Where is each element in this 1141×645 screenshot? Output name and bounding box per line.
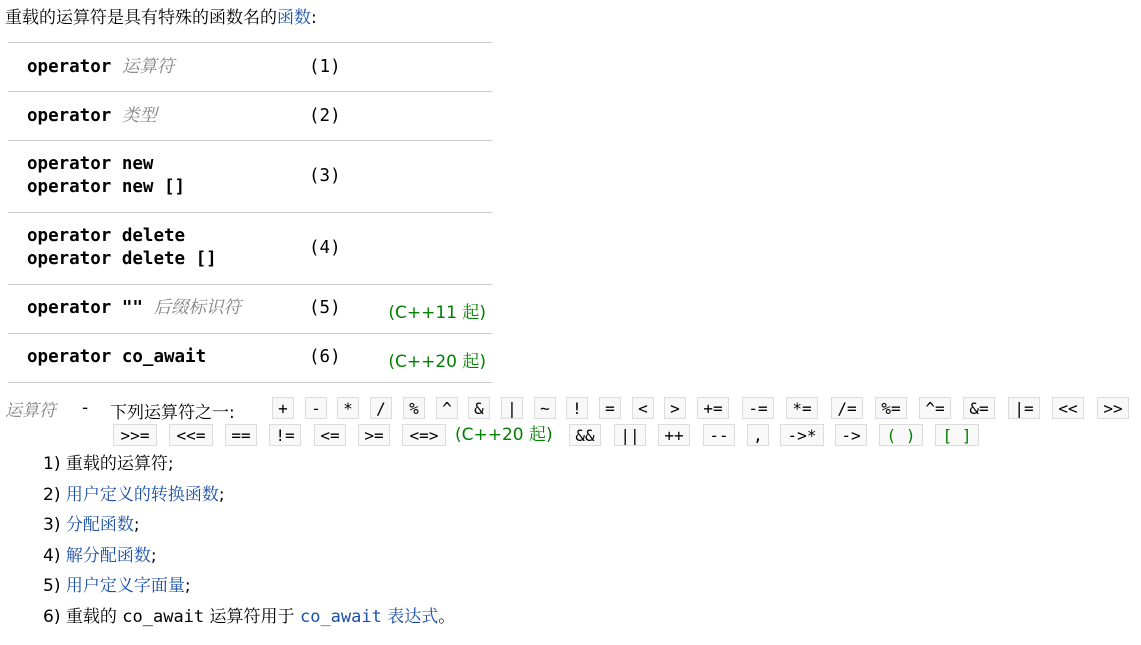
operator-token: ( ) [879,424,923,446]
operator-token: + [272,397,294,419]
operator-token: [ ] [935,424,979,446]
operator-token: <<= [169,424,213,446]
note-6: 6) 重载的 co_await 运算符用于 co_await 表达式。 [43,606,456,627]
operator-token: %= [875,397,907,419]
note-2: 2) 用户定义的转换函数; [43,484,225,505]
param-description: 下列运算符之一: [110,403,235,423]
notes-list [43,451,455,634]
operator-token: ^= [919,397,951,419]
syntax-code: operator co_await [27,347,207,367]
syntax-row-1 [8,43,492,92]
operator-token: -> [835,424,867,446]
intro-paragraph [5,6,317,30]
syntax-row-6 [8,334,492,383]
operator-token: && [569,424,601,446]
param-label: 运算符 [5,401,56,421]
syntax-code: operator 运算符 [27,57,175,77]
operator-token: & [468,397,490,419]
user-defined-literal-link[interactable]: 用户定义字面量 [65,576,185,596]
note-1: 1) 重载的运算符; [43,454,174,474]
note-3: 3) 分配函数; [43,515,140,535]
operator-token: += [697,397,729,419]
operator-token: >> [1097,397,1129,419]
syntax-code: operator new operator new [] [27,154,186,197]
allocation-function-link[interactable]: 分配函数 [65,515,134,535]
syntax-number: (2) [309,106,341,126]
syntax-number: (5) [309,298,341,318]
operator-token: % [403,397,425,419]
syntax-code: operator delete operator delete [] [27,226,217,269]
param-dash: - [82,398,89,418]
conversion-function-link[interactable]: 用户定义的转换函数 [65,484,219,505]
operator-token: ~ [534,397,556,419]
operator-token: >= [358,424,390,446]
deallocation-function-link[interactable]: 解分配函数 [65,545,151,566]
syntax-code: operator 类型 [27,106,157,126]
operator-token: || [614,424,646,446]
operator-token: == [225,424,257,446]
syntax-row-5 [8,285,492,334]
operator-token: = [599,397,621,419]
note-4: 4) 解分配函数; [43,545,157,566]
operator-token: | [501,397,523,419]
operator-token: - [305,397,327,419]
operator-token: >>= [113,424,157,446]
syntax-number: (4) [309,238,341,258]
intro-colon: : [311,8,317,28]
placeholder-type: 类型 [121,106,157,126]
operator-token: /= [831,397,863,419]
co-await-expression-link[interactable]: co_await 表达式 [299,606,439,627]
operator-token: << [1052,397,1084,419]
operator-token: |= [1008,397,1040,419]
operator-token: ->* [780,424,824,446]
syntax-code: operator "" 后缀标识符 [27,298,241,318]
operator-token: * [337,397,359,419]
syntax-number: (1) [309,57,341,77]
operator-token: <= [314,424,346,446]
syntax-row-4 [8,213,492,285]
operator-token: < [632,397,654,419]
syntax-number: (6) [309,347,341,367]
syntax-number: (3) [309,166,341,186]
spaceship-since-badge: (C++20 起) [455,425,553,445]
syntax-row-3 [8,141,492,213]
operator-token: ++ [658,424,690,446]
operator-token: / [370,397,392,419]
intro-text: 重载的运算符是具有特殊的函数名的 [5,8,277,28]
function-link[interactable]: 函数 [277,8,311,28]
syntax-row-2 [8,92,492,141]
placeholder-operator: 运算符 [121,57,175,77]
operator-token: <=> [402,424,446,446]
syntax-table [8,42,492,383]
since-badge: (C++11 起) [388,303,486,323]
operator-token: ^ [436,397,458,419]
operator-token: -= [742,397,774,419]
operator-token: &= [963,397,995,419]
operator-token: , [747,424,769,446]
operator-token: != [269,424,301,446]
note-5: 5) 用户定义字面量; [43,576,191,596]
operator-token: -- [703,424,735,446]
since-badge: (C++20 起) [388,352,486,372]
operator-token: *= [786,397,818,419]
placeholder-suffix: 后缀标识符 [153,298,241,318]
operator-token: ! [566,397,588,419]
operator-token: > [664,397,686,419]
